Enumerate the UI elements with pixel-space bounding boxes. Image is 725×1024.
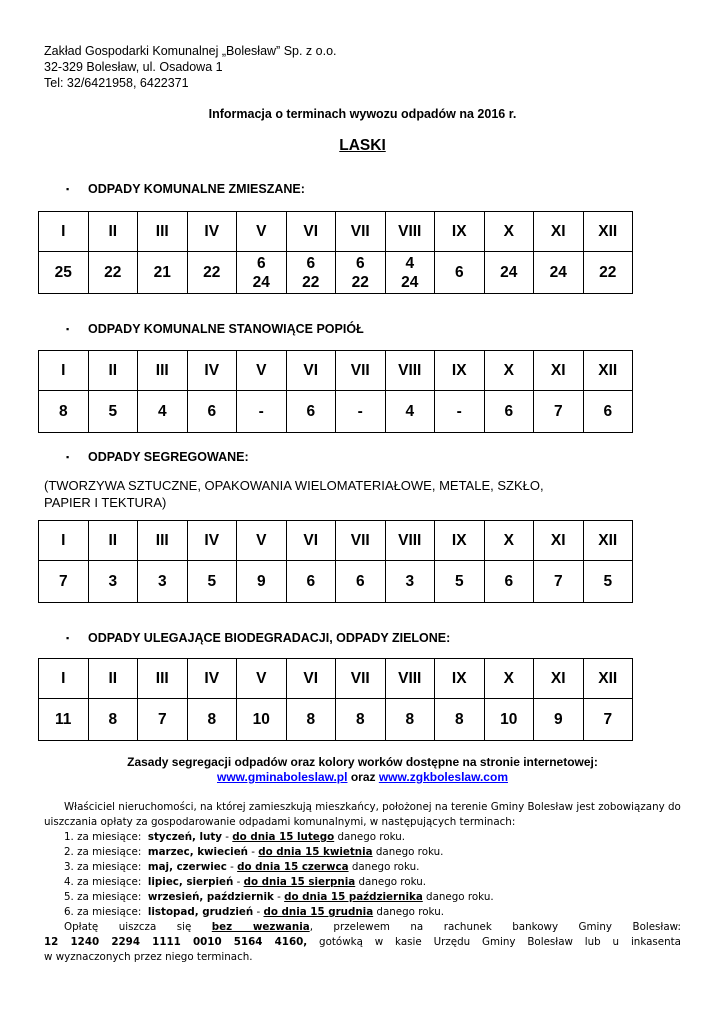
month-header: V xyxy=(237,659,287,699)
payment-deadline-item: 6. za miesiące: listopad, grudzień - do dnia 15 grudnia danego roku. xyxy=(64,906,444,918)
collection-days xyxy=(138,699,188,741)
collection-days xyxy=(385,561,435,603)
collection-days xyxy=(187,252,237,294)
collection-day: 10 xyxy=(500,710,518,728)
payment-months: maj, czerwiec xyxy=(147,861,227,873)
payment-intro: Właściciel nieruchomości, na której zamieszkują mieszkańcy, położonej na terenie Gminy Bolesław jest zobowiązany do uiszczania opłaty za gospodarowanie odpadami komunalnymi, w następujących terminach: xyxy=(44,801,681,828)
collection-day: 24 xyxy=(549,263,567,281)
collection-day: 10 xyxy=(252,710,270,728)
payment-deadline: do dnia 15 czerwca xyxy=(237,861,349,873)
month-header: III xyxy=(138,212,188,252)
payment-deadline-item: 4. za miesiące: lipiec, sierpień - do dnia 15 sierpnia danego roku. xyxy=(64,876,427,888)
collection-days xyxy=(39,699,89,741)
month-header: XII xyxy=(583,212,633,252)
collection-days xyxy=(583,561,633,603)
collection-day: 7 xyxy=(553,402,563,420)
collection-days xyxy=(336,561,386,603)
collection-days xyxy=(484,561,534,603)
payment-deadline-item: 3. za miesiące: maj, czerwiec - do dnia 15 czerwca danego roku. xyxy=(64,861,420,873)
month-header: I xyxy=(39,659,89,699)
month-header: II xyxy=(88,659,138,699)
collection-day: 9 xyxy=(553,710,563,728)
months-row xyxy=(39,659,633,699)
days-row xyxy=(39,391,633,433)
month-header: X xyxy=(484,659,534,699)
month-header: XI xyxy=(534,659,584,699)
collection-days xyxy=(484,699,534,741)
collection-days xyxy=(435,699,485,741)
month-header: VII xyxy=(336,351,386,391)
collection-day: 6 xyxy=(504,572,514,590)
collection-days xyxy=(88,699,138,741)
month-header: II xyxy=(88,521,138,561)
section-heading-bio xyxy=(66,631,450,645)
month-header: X xyxy=(484,351,534,391)
payment-account-line: 12 1240 2294 1111 0010 5164 4160, gotówką w kasie Urzędu Gminy Bolesław lub u inkasenta xyxy=(44,936,681,948)
collection-days xyxy=(336,699,386,741)
collection-day: 25 xyxy=(54,263,72,281)
months-row xyxy=(39,521,633,561)
collection-day: 8 xyxy=(108,710,118,728)
collection-days xyxy=(39,391,89,433)
collection-days xyxy=(237,252,287,294)
collection-days xyxy=(336,252,386,294)
collection-day: 22 xyxy=(203,263,221,281)
collection-day: 8 xyxy=(454,710,464,728)
month-header: II xyxy=(88,212,138,252)
collection-day: 6 xyxy=(207,402,217,420)
collection-day: 24 xyxy=(401,273,419,291)
month-header: X xyxy=(484,521,534,561)
collection-days xyxy=(286,391,336,433)
rules-text: Zasady segregacji odpadów oraz kolory worków dostępne na stronie internetowej: xyxy=(127,755,598,769)
collection-day: 6 xyxy=(504,402,514,420)
month-header: III xyxy=(138,351,188,391)
payment-deadline-item: 5. za miesiące: wrzesień, październik - do dnia 15 października danego roku. xyxy=(64,891,494,903)
collection-day: 6 xyxy=(355,572,365,590)
collection-days xyxy=(385,252,435,294)
collection-days xyxy=(187,561,237,603)
segregation-rules xyxy=(0,755,725,785)
collection-day: 7 xyxy=(553,572,563,590)
collection-days xyxy=(534,699,584,741)
collection-days xyxy=(88,391,138,433)
collection-days xyxy=(435,252,485,294)
company-phone: Tel: 32/6421958, 6422371 xyxy=(44,76,189,90)
collection-days xyxy=(237,391,287,433)
section-heading-label: ODPADY KOMUNALNE ZMIESZANE: xyxy=(88,182,305,196)
payment-months: marzec, kwiecień xyxy=(147,846,249,858)
month-header: II xyxy=(88,351,138,391)
days-row xyxy=(39,252,633,294)
month-header: IV xyxy=(187,212,237,252)
month-header: IV xyxy=(187,521,237,561)
rules-joiner: oraz xyxy=(350,770,376,784)
collection-day: 24 xyxy=(252,273,270,291)
payment-months: styczeń, luty xyxy=(147,831,223,843)
link-zgk[interactable]: www.zgkboleslaw.com xyxy=(378,770,508,784)
month-header: I xyxy=(39,521,89,561)
collection-day: 6 xyxy=(306,254,316,272)
collection-days xyxy=(237,561,287,603)
collection-day: 22 xyxy=(104,263,122,281)
collection-day: 3 xyxy=(157,572,167,590)
collection-day: 6 xyxy=(306,572,316,590)
collection-days xyxy=(39,252,89,294)
collection-days xyxy=(39,561,89,603)
collection-day: 6 xyxy=(306,402,316,420)
month-header: VIII xyxy=(385,521,435,561)
collection-days xyxy=(435,561,485,603)
collection-day: - xyxy=(357,402,363,420)
collection-day: 8 xyxy=(58,402,68,420)
schedule-table-ash xyxy=(38,350,633,433)
month-header: VI xyxy=(286,351,336,391)
payment-deadline: do dnia 15 sierpnia xyxy=(243,876,356,888)
collection-days xyxy=(138,391,188,433)
month-header: XI xyxy=(534,351,584,391)
payment-months: listopad, grudzień xyxy=(147,906,254,918)
collection-day: 4 xyxy=(405,402,415,420)
bank-account: 12 1240 2294 1111 0010 5164 4160, xyxy=(44,936,308,948)
collection-day: 7 xyxy=(157,710,167,728)
months-row xyxy=(39,212,633,252)
section-heading-label: ODPADY KOMUNALNE STANOWIĄCE POPIÓŁ xyxy=(88,322,364,336)
bullet-icon: ▪ xyxy=(66,452,70,462)
document-title: Informacja o terminach wywozu odpadów na 2016 r. xyxy=(208,107,517,121)
month-header: XII xyxy=(583,351,633,391)
collection-day: 7 xyxy=(58,572,68,590)
collection-days xyxy=(435,391,485,433)
collection-day: 8 xyxy=(207,710,217,728)
collection-day: - xyxy=(258,402,264,420)
collection-day: 6 xyxy=(355,254,365,272)
month-header: VI xyxy=(286,212,336,252)
collection-day: 24 xyxy=(500,263,518,281)
collection-day: 5 xyxy=(108,402,118,420)
month-header: VIII xyxy=(385,659,435,699)
payment-mode: bez wezwania xyxy=(211,921,310,933)
collection-day: 4 xyxy=(405,254,415,272)
month-header: VII xyxy=(336,521,386,561)
month-header: XII xyxy=(583,659,633,699)
collection-days xyxy=(534,391,584,433)
collection-days xyxy=(138,252,188,294)
collection-days xyxy=(88,561,138,603)
month-header: VIII xyxy=(385,351,435,391)
month-header: IX xyxy=(435,212,485,252)
days-row xyxy=(39,699,633,741)
payment-deadline-item: 1. za miesiące: styczeń, luty - do dnia 15 lutego danego roku. xyxy=(64,831,406,843)
collection-days xyxy=(534,561,584,603)
payment-deadlines-list xyxy=(44,830,681,920)
collection-days xyxy=(534,252,584,294)
rules-links xyxy=(0,770,725,785)
collection-day: 22 xyxy=(599,263,617,281)
payment-deadline-item: 2. za miesiące: marzec, kwiecień - do dnia 15 kwietnia danego roku. xyxy=(64,846,444,858)
payment-method: Opłatę uiszcza się bez wezwania, przelewem na rachunek bankowy Gminy Bolesław: xyxy=(64,921,681,933)
month-header: XI xyxy=(534,521,584,561)
month-header: III xyxy=(138,521,188,561)
month-header: XII xyxy=(583,521,633,561)
month-header: III xyxy=(138,659,188,699)
company-header xyxy=(44,43,337,91)
collection-day: 3 xyxy=(108,572,118,590)
collection-day: 3 xyxy=(405,572,415,590)
months-row xyxy=(39,351,633,391)
collection-days xyxy=(484,252,534,294)
collection-day: 8 xyxy=(405,710,415,728)
collection-day: 6 xyxy=(603,402,613,420)
collection-day: 6 xyxy=(256,254,266,272)
collection-days xyxy=(187,391,237,433)
section-heading-label: ODPADY ULEGAJĄCE BIODEGRADACJI, ODPADY ZIELONE: xyxy=(88,631,451,645)
collection-day: 22 xyxy=(302,273,320,291)
collection-day: 6 xyxy=(454,263,464,281)
section-heading-mixed xyxy=(66,182,305,196)
collection-day: 5 xyxy=(454,572,464,590)
collection-day: 5 xyxy=(603,572,613,590)
bullet-icon: ▪ xyxy=(66,184,70,194)
collection-days xyxy=(237,699,287,741)
collection-days xyxy=(286,252,336,294)
month-header: VII xyxy=(336,659,386,699)
month-header: I xyxy=(39,212,89,252)
collection-day: 22 xyxy=(351,273,369,291)
days-row xyxy=(39,561,633,603)
collection-days xyxy=(138,561,188,603)
month-header: VIII xyxy=(385,212,435,252)
company-name: Zakład Gospodarki Komunalnej „Bolesław” Sp. z o.o. xyxy=(44,44,337,58)
segregated-subtitle: (TWORZYWA SZTUCZNE, OPAKOWANIA WIELOMATERIAŁOWE, METALE, SZKŁO, PAPIER I TEKTURA) xyxy=(44,478,544,510)
month-header: IV xyxy=(187,659,237,699)
collection-days xyxy=(336,391,386,433)
payment-months: lipiec, sierpień xyxy=(147,876,234,888)
collection-days xyxy=(583,252,633,294)
payment-end: w wyznaczonych przez niego terminach. xyxy=(44,951,253,963)
month-header: VI xyxy=(286,521,336,561)
bullet-icon: ▪ xyxy=(66,324,70,334)
collection-days xyxy=(187,699,237,741)
collection-days xyxy=(484,391,534,433)
month-header: I xyxy=(39,351,89,391)
collection-days xyxy=(385,699,435,741)
month-header: VII xyxy=(336,212,386,252)
month-header: IX xyxy=(435,521,485,561)
section-heading-ash xyxy=(66,322,364,336)
collection-day: 5 xyxy=(207,572,217,590)
collection-day: 8 xyxy=(306,710,316,728)
payment-months: wrzesień, październik xyxy=(147,891,274,903)
company-address: 32-329 Bolesław, ul. Osadowa 1 xyxy=(44,60,223,74)
schedule-table-segregated xyxy=(38,520,633,603)
collection-days xyxy=(583,391,633,433)
payment-deadline: do dnia 15 października xyxy=(284,891,423,903)
bullet-icon: ▪ xyxy=(66,633,70,643)
schedule-table-bio xyxy=(38,658,633,741)
month-header: IV xyxy=(187,351,237,391)
month-header: X xyxy=(484,212,534,252)
location-title: LASKI xyxy=(339,137,386,154)
month-header: XI xyxy=(534,212,584,252)
payment-deadline: do dnia 15 grudnia xyxy=(263,906,374,918)
collection-days xyxy=(88,252,138,294)
collection-day: 8 xyxy=(355,710,365,728)
payment-deadline: do dnia 15 kwietnia xyxy=(258,846,373,858)
month-header: V xyxy=(237,212,287,252)
collection-day: 4 xyxy=(157,402,167,420)
schedule-table-mixed xyxy=(38,211,633,294)
collection-days xyxy=(385,391,435,433)
collection-days xyxy=(286,699,336,741)
link-gmina[interactable]: www.gminaboleslaw.pl xyxy=(217,770,348,784)
section-heading-label: ODPADY SEGREGOWANE: xyxy=(88,450,249,464)
month-header: IX xyxy=(435,351,485,391)
section-heading-segregated xyxy=(66,450,249,464)
payment-deadline: do dnia 15 lutego xyxy=(232,831,335,843)
collection-day: 21 xyxy=(153,263,171,281)
collection-day: - xyxy=(456,402,462,420)
collection-days xyxy=(583,699,633,741)
payment-info xyxy=(44,800,681,965)
collection-day: 7 xyxy=(603,710,613,728)
month-header: V xyxy=(237,351,287,391)
collection-day: 11 xyxy=(55,710,72,728)
collection-day: 9 xyxy=(256,572,266,590)
month-header: IX xyxy=(435,659,485,699)
month-header: V xyxy=(237,521,287,561)
month-header: VI xyxy=(286,659,336,699)
collection-days xyxy=(286,561,336,603)
